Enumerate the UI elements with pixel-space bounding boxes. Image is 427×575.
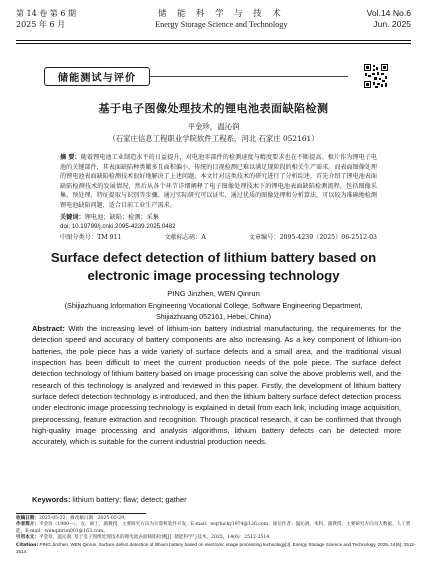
abstract-en-label: Abstract: <box>32 324 65 333</box>
journal-name-cn: 储 能 科 学 与 技 术 <box>157 8 285 18</box>
classification-row <box>60 232 377 241</box>
affiliation-en: (Shijiazhuang Information Engineering Vocational College, Software Engineering Department, Shijiazhuang 052161, Hebei, China) <box>64 301 363 321</box>
abstract-cn-label: 摘 要： <box>60 154 81 161</box>
title-cn: 基于电子图像处理技术的锂电池表面缺陷检测 <box>98 102 329 115</box>
volume-cn: 第 14 卷 第 6 期 <box>16 9 76 18</box>
journal-header <box>16 8 411 48</box>
qr-code-icon <box>364 64 388 88</box>
author-label: 作者简介： <box>16 522 39 528</box>
keywords-en <box>32 495 401 504</box>
received-text: 2025-05-22；修改稿日期：2025-05-29。 <box>38 516 129 521</box>
authors-cn: 平金珍，温沁润 <box>187 122 240 131</box>
cite-en-label: Citation: <box>16 542 39 548</box>
footnote-cite-en <box>16 542 417 556</box>
column-rule <box>150 76 348 77</box>
footnote-rule <box>16 513 146 514</box>
abstract-en-text: With the increasing level of lithium-ion battery industrial manufacturing, the requirements for the detection speed and accuracy of battery components are also increasing. As a key component of lithium-ion batteries, the pole piece has a wide variety of surface defects and a small area, and the traditional visual inspection has been difficult to meet the current production needs of the pole piece. The surface defect detection technology of lithium battery based on image processing can solve the above problems well, and the research of this technology is analyzed and reviewed in this paper. Firstly, the development of lithium battery surface defect detection technology is introduced, and then the lithium battery surface defect detection process under electronic image processing technology is explained in detail from each link, including image acquisition, preprocessing, feature extraction and recognition. Through practical research, it can be confirmed that through high-quality image processing and analysis algorithms, lithium battery defects can be detected more accurately, which is suitable for the current industrial production needs. <box>32 324 401 447</box>
keywords-cn-text: 锂电池；缺陷；检测；采集 <box>84 214 159 221</box>
header-row <box>16 8 411 30</box>
document-code: 文献标志码：A <box>164 234 206 241</box>
affiliation-cn: （石家庄信息工程职业学院软件工程系，河北 石家庄 052161） <box>108 134 319 143</box>
header-right <box>367 8 411 30</box>
keywords-en-text: lithium battery; flaw; detect; gather <box>70 495 187 504</box>
keywords-en-label: Keywords: <box>32 495 71 504</box>
cite-cn-text: 平金珍，温沁润. 基于电子图像处理技术的锂电池表面缺陷检测[J]. 储能科学与技术，2025，14(6)：2512-2514. <box>38 535 271 541</box>
cite-cn-label: 引用本文： <box>16 535 39 541</box>
header-center <box>76 8 367 30</box>
footnote-author <box>16 522 417 535</box>
author-text: 平金珍（1980—），女，硕士，副教授，主要研究方向为计算机软件开发，E-mail：wqrlucky1974@126.com；通信作者：温沁润，本科，副教授，主要研究方向为大数据、人工智能，E-mail：wenqinrun001@163.com。 <box>16 522 411 534</box>
doi: doi: 10.19799/j.cnki.2095-4239.2025.0482 <box>60 223 176 230</box>
header-rule-thin <box>16 43 411 44</box>
received-label: 收稿日期： <box>16 516 39 521</box>
header-left <box>16 8 76 30</box>
date-cn: 2025 年 6 月 <box>16 20 66 29</box>
header-rule-thick <box>16 40 411 41</box>
authors-en: PING Jinzhen, WEN Qinrun <box>167 289 260 298</box>
abstract-cn-text: 随着锂电池工业制造水平的日益提升，对电池零部件的检测速度与精度要求也在不断提高。极片作为锂电子电池的关键部件，其表面缺陷种类繁多且面积偏小，传统的目视检测已难以满足现阶段的相关生产需求。而表面图像处理的锂电池表面缺陷检测技术很好地解决了上述问题。本文针对这类技术的研究进行了分析综述，首先介绍了锂电池表面缺陷检测技术的发展情况，然后从各个环节详细阐释了电子图像处理技术下的锂电池表面缺陷检测流程，包括图像采集、预处理、特征提取与识别等步骤。通过实际研究可以证实，通过优质的图像处理和分析算法，可以较为准确地检测锂电池缺陷问题，适合目前工业生产需求。 <box>60 154 378 209</box>
keywords-cn <box>60 213 159 222</box>
keywords-cn-label: 关键词： <box>60 214 85 221</box>
abstract-en <box>32 323 401 448</box>
journal-name-en: Energy Storage Science and Technology <box>155 20 288 29</box>
cite-en-text: PING Jinzhen, WEN Qinrun. Surface defect detection of lithium battery based on electronic image processing technology[J]. Energy Storage Science and Technology, 2025, 14(6): 2512-2514. <box>16 541 416 555</box>
column-label: 储能测试与评价 <box>44 67 150 86</box>
date-en: Jun. 2025 <box>373 19 411 29</box>
title-en: Surface defect detection of lithium battery based on electronic image processing technology <box>50 250 377 283</box>
volume-en: Vol.14 No.6 <box>366 8 411 18</box>
article-number: 文章编号：2095-4239（2025）06-2512-03 <box>248 234 377 241</box>
clc-number: 中图分类号：TM 911 <box>60 234 122 241</box>
footnotes <box>16 516 417 555</box>
abstract-cn <box>60 153 377 210</box>
